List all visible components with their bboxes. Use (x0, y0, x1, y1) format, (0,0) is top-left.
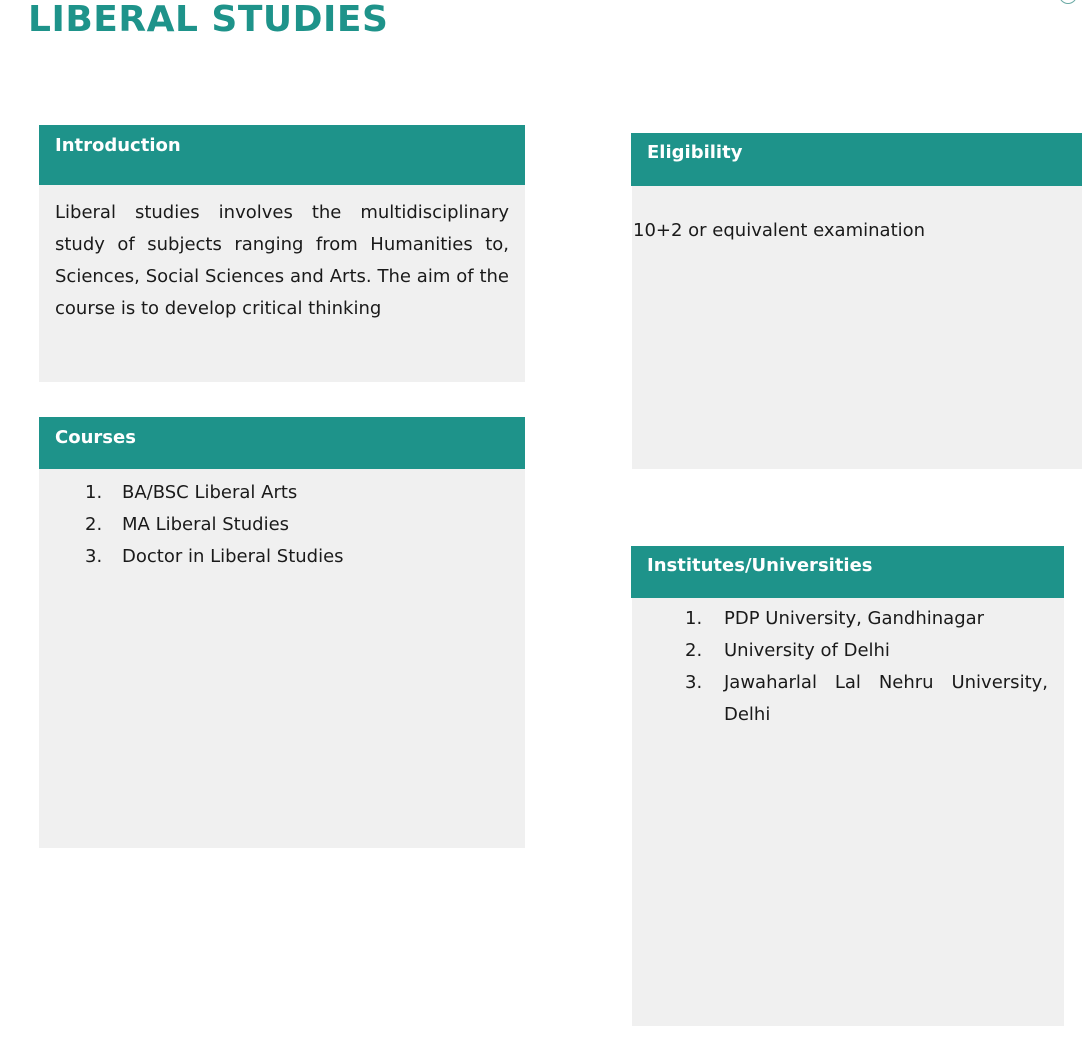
introduction-card (39, 125, 525, 382)
course-number: 3. (85, 546, 103, 567)
introduction-text: Liberal studies involves the multidisciplinary study of subjects ranging from Humanities to, Sciences, Social Sciences and Arts. The aim of the course is to develop critical thinking (55, 202, 509, 319)
course-label: MA Liberal Studies (122, 514, 290, 535)
institutes-heading: Institutes/Universities (631, 546, 1064, 598)
institute-item (685, 667, 1048, 731)
eligibility-card (631, 133, 1082, 469)
course-item (85, 477, 509, 509)
institutes-card (631, 546, 1064, 1026)
courses-body (39, 469, 525, 848)
institutes-list (685, 603, 1048, 731)
institute-label: Jawaharlal Lal Nehru University, Delhi (724, 672, 1048, 725)
courses-list (85, 477, 509, 573)
institute-item (685, 603, 1048, 635)
institute-number: 2. (685, 640, 703, 661)
institute-label: PDP University, Gandhinagar (724, 608, 985, 629)
course-number: 1. (85, 482, 103, 503)
institute-number: 1. (685, 608, 703, 629)
course-label: Doctor in Liberal Studies (122, 546, 344, 567)
introduction-heading: Introduction (39, 125, 525, 185)
eligibility-text: 10+2 or equivalent examination (633, 220, 926, 241)
institute-label: University of Delhi (724, 640, 890, 661)
course-item (85, 509, 509, 541)
course-number: 2. (85, 514, 103, 535)
page-title: LIBERAL STUDIES (28, 0, 389, 40)
institute-item (685, 635, 1048, 667)
courses-heading: Courses (39, 417, 525, 469)
institutes-body (632, 598, 1064, 1026)
institute-number: 3. (685, 672, 703, 693)
introduction-body (39, 185, 525, 382)
course-item (85, 541, 509, 573)
eligibility-heading: Eligibility (631, 133, 1082, 186)
eligibility-body (632, 186, 1082, 469)
circle-icon (1059, 0, 1077, 4)
courses-card (39, 417, 525, 848)
course-label: BA/BSC Liberal Arts (122, 482, 298, 503)
